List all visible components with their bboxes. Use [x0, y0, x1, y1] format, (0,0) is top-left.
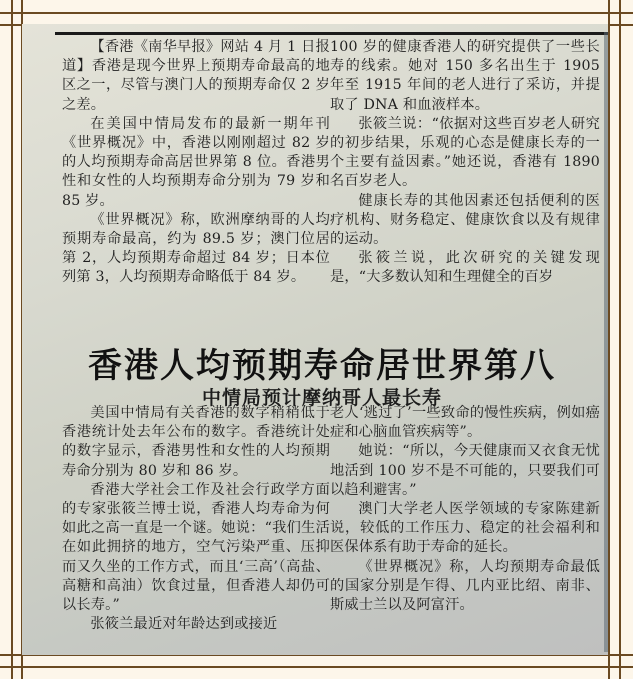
lower-right-column [330, 404, 600, 615]
upper-left-column [62, 38, 330, 288]
frame-line-right-inner [608, 0, 610, 679]
paragraph: 【香港《南华早报》网站 4 月 1 日报道】香港是现今世界上预期寿命最高的地区之一，尽管与澳门人的预期寿命仅 2 岁之差。 [62, 39, 330, 113]
paragraph: 在美国中情局发布的最新一期年刊《世界概况》中，香港以刚刚超过 82 岁的人均预期寿命高居世界第 8 位。香港男性和女性的人均预期寿命分别为 79 岁和 85 岁。 [62, 115, 330, 209]
paragraph: 100 岁的健康香港人的研究提供了一些长寿的线索。她对 150 多名出生于 1905 年至 1915 年间的老人进行了采访，并提取了 DNA 和血液样本。 [330, 39, 600, 113]
article-headline: 香港人均预期寿命居世界第八 [88, 346, 556, 386]
frame-line-right-outer [619, 0, 621, 679]
paragraph: 香港大学社会工作及社会行政学方面的专家张筱兰博士说，香港人均寿命为何如此之高一直是一个谜。她说：“我们生活在如此拥挤的地方，空气污染严重、压抑而又久坐的工作方式，而且‘三高’（高盐、高糖和高油）饮食过量，但香港人却仍可以长寿。” [62, 481, 330, 614]
top-rule-divider [55, 32, 608, 35]
frame-line-left-outer [11, 0, 13, 679]
paragraph: 《世界概况》称，欧洲摩纳哥的人均预期寿命最高，约为 89.5 岁；澳门位居第 2，人均预期寿命超过 84 岁；日本位列第 3，人均预期寿命略低于 84 岁。 [62, 211, 330, 286]
paragraph: 《世界概况》称，人均预期寿命最低的国家分别是乍得、几内亚比绍、南非、斯威士兰以及阿富汗。 [330, 558, 600, 614]
paragraph: 张筱兰说，此次研究的关键发现是，“大多数认知和生理健全的百岁 [330, 250, 600, 286]
paragraph: 老人‘逃过了’一些致命的慢性疾病，例如癌症和心脑血管疾病等”。 [330, 405, 600, 441]
paragraph: 她说：“所以，今天健康而又衣食无忧地活到 100 岁不是不可能的，只要我们可以趋利避害。” [330, 443, 600, 498]
upper-right-column [330, 38, 600, 288]
newspaper-clipping [22, 24, 608, 655]
article-subheadline: 中情局预计摩纳哥人最长寿 [201, 387, 442, 409]
frame-line-top-outer [0, 12, 633, 14]
clipping-edge-shadow [604, 32, 608, 652]
paragraph: 健康长寿的其他因素还包括便利的医疗机构、财务稳定、健康饮食以及有规律的运动。 [330, 192, 600, 248]
paragraph: 美国中情局有关香港的数字稍稍低于香港统计处去年公布的数字。香港统计处的数字显示，香港男性和女性的人均预期寿命分别为 80 岁和 86 岁。 [62, 405, 330, 479]
paragraph: 澳门大学老人医学领域的专家陈建新说，较低的工作压力、稳定的社会福利和医保体系有助于寿命的延长。 [330, 501, 600, 556]
paragraph: 张筱兰说：“依据对这些百岁老人研究的初步结果，乐观的心态是健康长寿的一个主要有益因素。”她还说，香港有 1890 名百岁老人。 [330, 115, 600, 190]
paragraph: 张筱兰最近对年龄达到或接近 [90, 616, 278, 633]
lower-left-column [62, 404, 330, 634]
frame-line-bottom-outer [0, 666, 633, 668]
